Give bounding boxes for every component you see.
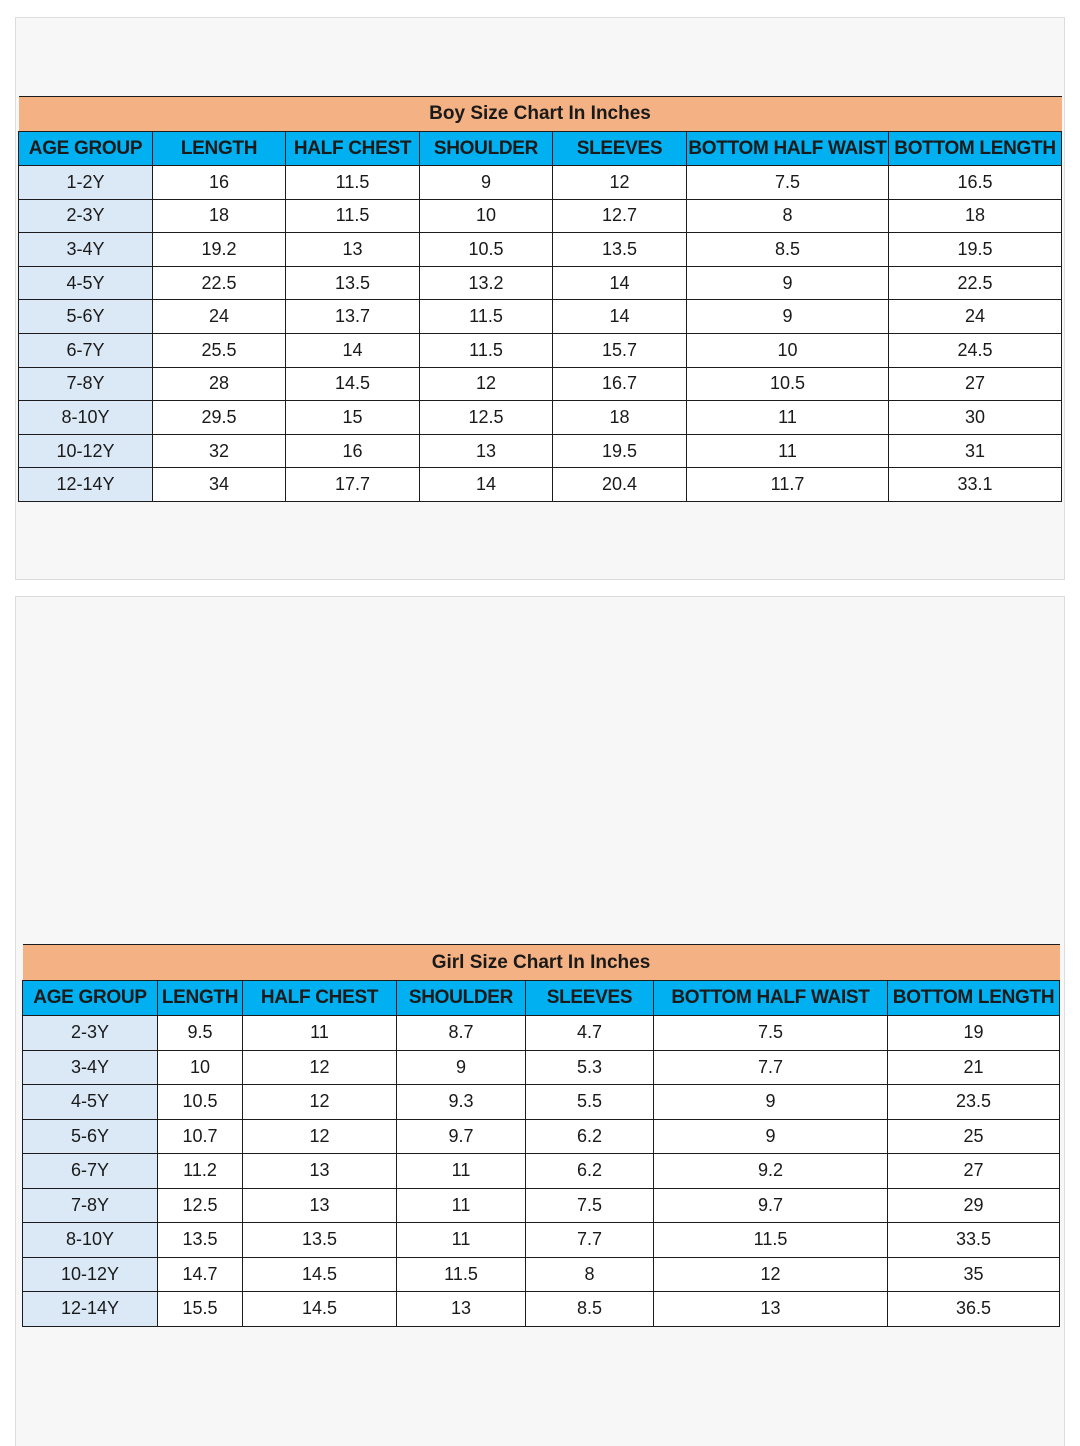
boy-value-cell: 14 [553,266,687,300]
boy-table-row [19,333,1062,367]
girl-value-cell: 13.5 [243,1223,397,1258]
girl-value-cell: 11 [243,1016,397,1051]
boy-value-cell: 7.5 [687,166,889,200]
girl-chart-body [23,1016,1060,1327]
boy-table-row [19,233,1062,267]
boy-value-cell: 34 [153,468,286,502]
girl-age-group-cell: 10-12Y [23,1257,158,1292]
girl-header-bottom-half-waist: BOTTOM HALF WAIST [654,981,888,1016]
girl-table-row [23,1050,1060,1085]
girl-table-row [23,1223,1060,1258]
boy-value-cell: 31 [889,434,1062,468]
boy-value-cell: 19.5 [889,233,1062,267]
boy-table-row [19,166,1062,200]
girl-value-cell: 36.5 [888,1292,1060,1327]
boy-value-cell: 10 [420,199,553,233]
girl-value-cell: 10.7 [158,1119,243,1154]
girl-table-row [23,1085,1060,1120]
boy-age-group-cell: 4-5Y [19,266,153,300]
boy-value-cell: 11.5 [286,199,420,233]
girl-age-group-cell: 5-6Y [23,1119,158,1154]
girl-value-cell: 6.2 [526,1154,654,1189]
girl-chart-title: Girl Size Chart In Inches [23,945,1060,981]
girl-value-cell: 9 [654,1119,888,1154]
boy-value-cell: 14 [553,300,687,334]
girl-value-cell: 13.5 [158,1223,243,1258]
girl-value-cell: 10.5 [158,1085,243,1120]
boy-table-row [19,266,1062,300]
girl-size-chart-table [22,944,1060,1327]
girl-header-shoulder: SHOULDER [397,981,526,1016]
boy-age-group-cell: 7-8Y [19,367,153,401]
boy-age-group-cell: 1-2Y [19,166,153,200]
girl-value-cell: 9.3 [397,1085,526,1120]
girl-value-cell: 11 [397,1188,526,1223]
boy-value-cell: 16.7 [553,367,687,401]
girl-value-cell: 13 [243,1154,397,1189]
boy-value-cell: 11 [687,434,889,468]
boy-age-group-cell: 12-14Y [19,468,153,502]
boy-value-cell: 9 [687,300,889,334]
boy-value-cell: 8 [687,199,889,233]
boy-value-cell: 18 [889,199,1062,233]
boy-value-cell: 20.4 [553,468,687,502]
girl-value-cell: 13 [397,1292,526,1327]
girl-value-cell: 7.7 [654,1050,888,1085]
girl-age-group-cell: 3-4Y [23,1050,158,1085]
boy-value-cell: 13.5 [286,266,420,300]
boy-value-cell: 17.7 [286,468,420,502]
girl-header-age-group: AGE GROUP [23,981,158,1016]
girl-age-group-cell: 7-8Y [23,1188,158,1223]
girl-value-cell: 10 [158,1050,243,1085]
girl-table-row [23,1154,1060,1189]
girl-value-cell: 12 [654,1257,888,1292]
boy-age-group-cell: 2-3Y [19,199,153,233]
boy-value-cell: 24 [153,300,286,334]
girl-table-row [23,1292,1060,1327]
boy-value-cell: 10 [687,333,889,367]
boy-header-shoulder: SHOULDER [420,132,553,166]
girl-value-cell: 27 [888,1154,1060,1189]
boy-value-cell: 13.7 [286,300,420,334]
boy-header-bottom-half-waist: BOTTOM HALF WAIST [687,132,889,166]
boy-value-cell: 12.5 [420,401,553,435]
girl-value-cell: 9.7 [654,1188,888,1223]
boy-chart-body [19,166,1062,502]
boy-chart-title: Boy Size Chart In Inches [19,97,1062,132]
girl-value-cell: 9.5 [158,1016,243,1051]
boy-value-cell: 24 [889,300,1062,334]
girl-value-cell: 7.7 [526,1223,654,1258]
boy-header-length: LENGTH [153,132,286,166]
boy-size-chart-table [18,96,1062,502]
girl-table-row [23,1188,1060,1223]
girl-value-cell: 12 [243,1119,397,1154]
girl-value-cell: 21 [888,1050,1060,1085]
boy-value-cell: 19.5 [553,434,687,468]
girl-age-group-cell: 12-14Y [23,1292,158,1327]
boy-table-row [19,199,1062,233]
boy-value-cell: 25.5 [153,333,286,367]
girl-value-cell: 11 [397,1223,526,1258]
girl-value-cell: 25 [888,1119,1060,1154]
boy-header-sleeves: SLEEVES [553,132,687,166]
boy-value-cell: 11.5 [420,300,553,334]
girl-value-cell: 11.2 [158,1154,243,1189]
girl-header-length: LENGTH [158,981,243,1016]
boy-value-cell: 13 [286,233,420,267]
girl-value-cell: 9.7 [397,1119,526,1154]
girl-value-cell: 6.2 [526,1119,654,1154]
boy-header-bottom-length: BOTTOM LENGTH [889,132,1062,166]
girl-table-row [23,1119,1060,1154]
boy-value-cell: 12 [553,166,687,200]
boy-header-age-group: AGE GROUP [19,132,153,166]
boy-value-cell: 29.5 [153,401,286,435]
boy-value-cell: 13.2 [420,266,553,300]
girl-value-cell: 12 [243,1050,397,1085]
boy-value-cell: 14.5 [286,367,420,401]
girl-value-cell: 12.5 [158,1188,243,1223]
girl-header-half-chest: HALF CHEST [243,981,397,1016]
girl-value-cell: 14.5 [243,1292,397,1327]
boy-value-cell: 15 [286,401,420,435]
girl-age-group-cell: 2-3Y [23,1016,158,1051]
girl-value-cell: 9 [397,1050,526,1085]
girl-value-cell: 13 [243,1188,397,1223]
girl-table-row [23,1257,1060,1292]
boy-table-row [19,401,1062,435]
girl-table-row [23,1016,1060,1051]
boy-value-cell: 30 [889,401,1062,435]
boy-age-group-cell: 3-4Y [19,233,153,267]
girl-age-group-cell: 8-10Y [23,1223,158,1258]
boy-age-group-cell: 8-10Y [19,401,153,435]
boy-value-cell: 16 [286,434,420,468]
girl-value-cell: 12 [243,1085,397,1120]
boy-header-half-chest: HALF CHEST [286,132,420,166]
girl-value-cell: 7.5 [526,1188,654,1223]
boy-value-cell: 11.7 [687,468,889,502]
boy-value-cell: 18 [153,199,286,233]
boy-value-cell: 16.5 [889,166,1062,200]
girl-value-cell: 8 [526,1257,654,1292]
boy-age-group-cell: 6-7Y [19,333,153,367]
boy-value-cell: 8.5 [687,233,889,267]
boy-chart-header-row [19,132,1062,166]
girl-header-bottom-length: BOTTOM LENGTH [888,981,1060,1016]
girl-value-cell: 14.7 [158,1257,243,1292]
girl-value-cell: 8.5 [526,1292,654,1327]
girl-value-cell: 5.5 [526,1085,654,1120]
girl-value-cell: 35 [888,1257,1060,1292]
boy-age-group-cell: 10-12Y [19,434,153,468]
boy-value-cell: 9 [420,166,553,200]
boy-value-cell: 11 [687,401,889,435]
girl-value-cell: 14.5 [243,1257,397,1292]
boy-value-cell: 18 [553,401,687,435]
girl-value-cell: 29 [888,1188,1060,1223]
boy-value-cell: 11.5 [420,333,553,367]
girl-age-group-cell: 6-7Y [23,1154,158,1189]
boy-value-cell: 9 [687,266,889,300]
boy-value-cell: 27 [889,367,1062,401]
boy-table-row [19,434,1062,468]
boy-value-cell: 28 [153,367,286,401]
boy-value-cell: 10.5 [687,367,889,401]
boy-value-cell: 14 [420,468,553,502]
boy-value-cell: 32 [153,434,286,468]
girl-value-cell: 13 [654,1292,888,1327]
girl-value-cell: 23.5 [888,1085,1060,1120]
boy-age-group-cell: 5-6Y [19,300,153,334]
boy-value-cell: 13 [420,434,553,468]
boy-table-row [19,468,1062,502]
boy-value-cell: 22.5 [153,266,286,300]
boy-value-cell: 15.7 [553,333,687,367]
girl-value-cell: 15.5 [158,1292,243,1327]
girl-value-cell: 9 [654,1085,888,1120]
girl-value-cell: 11 [397,1154,526,1189]
boy-value-cell: 16 [153,166,286,200]
boy-table-row [19,367,1062,401]
girl-header-sleeves: SLEEVES [526,981,654,1016]
boy-value-cell: 33.1 [889,468,1062,502]
girl-value-cell: 5.3 [526,1050,654,1085]
boy-value-cell: 14 [286,333,420,367]
girl-value-cell: 19 [888,1016,1060,1051]
boy-value-cell: 12 [420,367,553,401]
girl-age-group-cell: 4-5Y [23,1085,158,1120]
boy-value-cell: 11.5 [286,166,420,200]
girl-value-cell: 7.5 [654,1016,888,1051]
boy-value-cell: 12.7 [553,199,687,233]
boy-value-cell: 19.2 [153,233,286,267]
boy-value-cell: 22.5 [889,266,1062,300]
girl-value-cell: 11.5 [397,1257,526,1292]
boy-value-cell: 24.5 [889,333,1062,367]
girl-value-cell: 11.5 [654,1223,888,1258]
boy-value-cell: 13.5 [553,233,687,267]
girl-value-cell: 4.7 [526,1016,654,1051]
girl-value-cell: 9.2 [654,1154,888,1189]
girl-value-cell: 8.7 [397,1016,526,1051]
girl-chart-header-row [23,981,1060,1016]
boy-value-cell: 10.5 [420,233,553,267]
boy-table-row [19,300,1062,334]
girl-value-cell: 33.5 [888,1223,1060,1258]
